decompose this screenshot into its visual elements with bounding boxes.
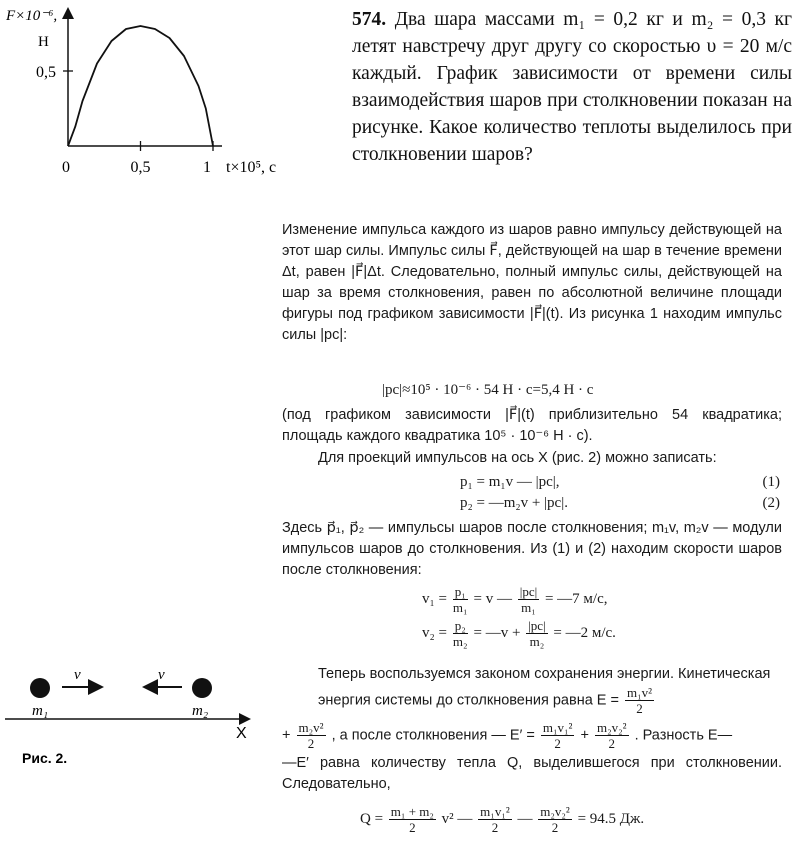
energy-prime-frac-2: $\frac{\text{m₂v₂²}}{2}$ xyxy=(596,720,627,751)
force-time-chart xyxy=(0,0,300,190)
equation-2-text: p₂ = —m₂v + |pc|. xyxy=(460,495,568,511)
figure-2-diagram xyxy=(0,655,270,775)
para5-text-a: Теперь воспользуемся законом сохранения энергии. Кинетическая энергия системы до столкновения равна E = xyxy=(318,666,771,709)
equation-1 xyxy=(460,472,780,493)
x-tick-label-1: 0,5 xyxy=(130,159,151,176)
ball-2 xyxy=(192,678,212,698)
v2-lhs: v₂ = xyxy=(422,624,447,641)
v2-frac-1: $\frac{\text{p₂}}{\text{m₂}}$ xyxy=(452,618,468,649)
equation-1-number: (1) xyxy=(762,474,780,490)
q-result: = 94.5 Дж. xyxy=(577,810,645,827)
y-label-line1: F×10⁻⁶, xyxy=(6,8,58,24)
q-frac-2: $\frac{\text{m₁v₁²}}{2}$ xyxy=(480,804,510,835)
energy-frac-1: $\frac{\text{m₁v²}}{2}$ xyxy=(627,685,653,716)
solution-para-5 xyxy=(282,664,782,795)
energy-frac-2: $\frac{\text{m₂v²}}{2}$ xyxy=(298,720,324,751)
energy-prime-plus: + xyxy=(580,727,589,744)
x-tick-label-0: 0 xyxy=(62,159,70,176)
figure-2-caption: Рис. 2. xyxy=(22,750,68,766)
problem-number: 574. xyxy=(352,9,387,30)
series-force-curve xyxy=(68,26,213,146)
q-frac-1: $\frac{\text{m₁ + m₂}}{2}$ xyxy=(390,804,434,835)
axis-label-x: X xyxy=(236,725,247,742)
energy-prime-frac-1: $\frac{\text{m₁v₁²}}{2}$ xyxy=(542,720,573,751)
v2-result: = —2 м/с. xyxy=(553,624,616,641)
v1-frac-1: $\frac{\text{p₁}}{\text{m₁}}$ xyxy=(452,584,468,615)
equation-2 xyxy=(460,493,780,514)
para5-text-end: . Разность E— xyxy=(634,727,733,744)
ball-1 xyxy=(30,678,50,698)
para5-text-c: —E′ равна количеству тепла Q, выделившегося при столкновении. Следовательно, xyxy=(282,755,782,792)
equation-2-number: (2) xyxy=(762,495,780,511)
v1-mid: = v — xyxy=(473,590,512,607)
v1-result: = —7 м/с, xyxy=(544,590,608,607)
v2-mid: = —v + xyxy=(473,624,521,641)
equation-q xyxy=(360,804,644,835)
solution-para-2: (под графиком зависимости |F⃗|(t) приблизительно 54 квадратика; площадь каждого квадратика 10⁵ · 10⁻⁶ Н · с). xyxy=(282,407,782,444)
para5-text-b: , а после столкновения — E′ = xyxy=(331,727,535,744)
q-lhs: Q = xyxy=(360,810,384,827)
problem-text: Два шара массами m₁ = 0,2 кг и m₂ = 0,3 кг летят навстречу друг другу со скоростью υ = 20 м/с каждый. График зависимости от времени силы взаимодействия шаров при столкновении показан на рисунке. Какое количество теплоты выделилось при столкновении шаров? xyxy=(352,9,792,165)
equation-v2 xyxy=(422,618,616,649)
x-label: t×10⁵, с xyxy=(226,159,277,176)
q-minus: — xyxy=(517,810,533,827)
para5-plus: + xyxy=(282,727,291,744)
velocity-label-1: v xyxy=(74,667,81,683)
equation-pc: |pc|≈10⁵ · 10⁻⁶ · 54 Н · с=5,4 Н · с xyxy=(382,382,594,398)
equation-v1 xyxy=(422,584,607,615)
v1-frac-2: $\frac{|pc|}{\text{m₁}}$ xyxy=(519,584,538,615)
q-frac-3: $\frac{\text{m₂v₂²}}{2}$ xyxy=(540,804,570,835)
x-tick-label-2: 1 xyxy=(203,159,211,176)
y-tick-label-0: 0,5 xyxy=(36,64,56,81)
equation-1-text: p₁ = m₁v — |pc|, xyxy=(460,474,560,490)
y-label-line2: Н xyxy=(38,34,49,50)
solution-para-4: Здесь p⃗₁, p⃗₂ — импульсы шаров после столкновения; m₁v, m₂v — модули импульсов шаров до столкновения. Из (1) и (2) находим скорости шаров после столкновения: xyxy=(282,520,782,578)
mass-label-2: m₂ xyxy=(192,703,209,719)
v1-lhs: v₁ = xyxy=(422,590,447,607)
q-v2: v² — xyxy=(441,810,473,827)
solution-para-3: Для проекций импульсов на ось X (рис. 2) можно записать: xyxy=(318,450,717,466)
v2-frac-2: $\frac{|pc|}{\text{m₂}}$ xyxy=(528,618,546,649)
solution-para-1: Изменение импульса каждого из шаров равно импульсу действующей на этот шар силы. Импульс силы F⃗, действующей на шар в течение времени Δt, равен |F⃗|Δt. Следовательно, полный импульс силы, действующей на шар за время столкновения, равен по абсолютной величине площади фигуры под графиком зависимости |F⃗|(t). Из рисунка 1 находим импульс силы |pc|: xyxy=(282,222,782,343)
problem-statement xyxy=(352,6,792,168)
velocity-label-2: v xyxy=(158,667,165,683)
mass-label-1: m₁ xyxy=(32,703,49,719)
